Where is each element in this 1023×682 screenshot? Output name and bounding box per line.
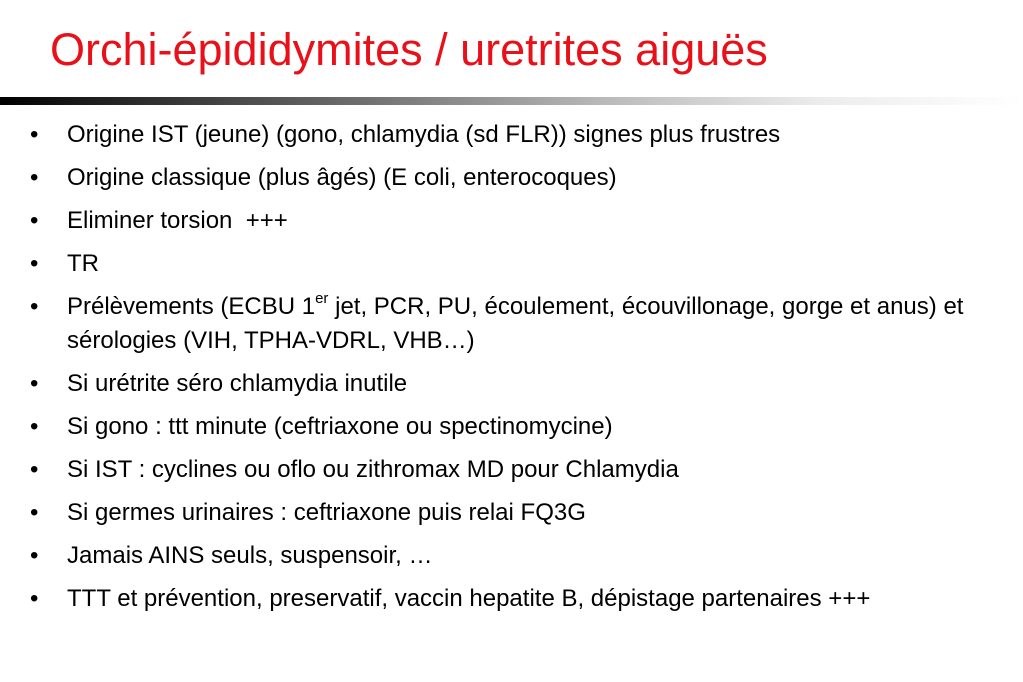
bullet-text: TR (67, 250, 99, 277)
bullet-dot-icon: • (30, 121, 39, 148)
bullet-text: Eliminer torsion +++ (67, 207, 288, 234)
bullet-text: Jamais AINS seuls, suspensoir, … (67, 542, 433, 569)
bullet-item-uretrite (30, 367, 990, 401)
bullet-item-germes-urinaires (30, 496, 990, 530)
bullet-text: Si IST : cyclines ou oflo ou zithromax MD pour Chlamydia (67, 456, 679, 483)
bullet-dot-icon: • (30, 585, 39, 612)
superscript-ordinal: er (315, 290, 329, 307)
bullet-dot-icon: • (30, 207, 39, 234)
bullet-dot-icon: • (30, 164, 39, 191)
bullet-item-origine-classique (30, 161, 990, 195)
bullet-text (67, 290, 964, 354)
bullet-item-jamais-ains (30, 539, 990, 573)
bullet-list (30, 118, 990, 625)
bullet-dot-icon: • (30, 413, 39, 440)
bullet-item-tr (30, 247, 990, 281)
bullet-text-part: Prélèvements (ECBU 1 (67, 293, 316, 320)
slide-title: Orchi-épididymites / uretrites aiguës (50, 24, 768, 75)
bullet-dot-icon: • (30, 499, 39, 526)
bullet-item-prelevements (30, 290, 990, 358)
bullet-dot-icon: • (30, 370, 39, 397)
bullet-text-part: jet, PCR, PU, écoulement, écouvillonage, gorge et anus) et sérologies (VIH, TPHA-VDRL, VHB…) (67, 293, 964, 354)
bullet-text: Si urétrite séro chlamydia inutile (67, 370, 408, 397)
bullet-item-origine-ist (30, 118, 990, 152)
bullet-text: Origine IST (jeune) (gono, chlamydia (sd FLR)) signes plus frustres (67, 121, 781, 148)
bullet-item-ttt-prevention (30, 582, 990, 616)
bullet-item-gono (30, 410, 990, 444)
bullet-dot-icon: • (30, 250, 39, 277)
bullet-dot-icon: • (30, 456, 39, 483)
bullet-text: Si gono : ttt minute (ceftriaxone ou spectinomycine) (67, 413, 613, 440)
bullet-item-ist-treatment (30, 453, 990, 487)
bullet-text: Si germes urinaires : ceftriaxone puis relai FQ3G (67, 499, 586, 526)
bullet-dot-icon: • (30, 542, 39, 569)
bullet-text: TTT et prévention, preservatif, vaccin hepatite B, dépistage partenaires +++ (67, 585, 871, 612)
bullet-dot-icon: • (30, 293, 39, 320)
bullet-text: Origine classique (plus âgés) (E coli, enterocoques) (67, 164, 617, 191)
title-divider (0, 97, 1023, 105)
bullet-item-eliminer-torsion (30, 204, 990, 238)
